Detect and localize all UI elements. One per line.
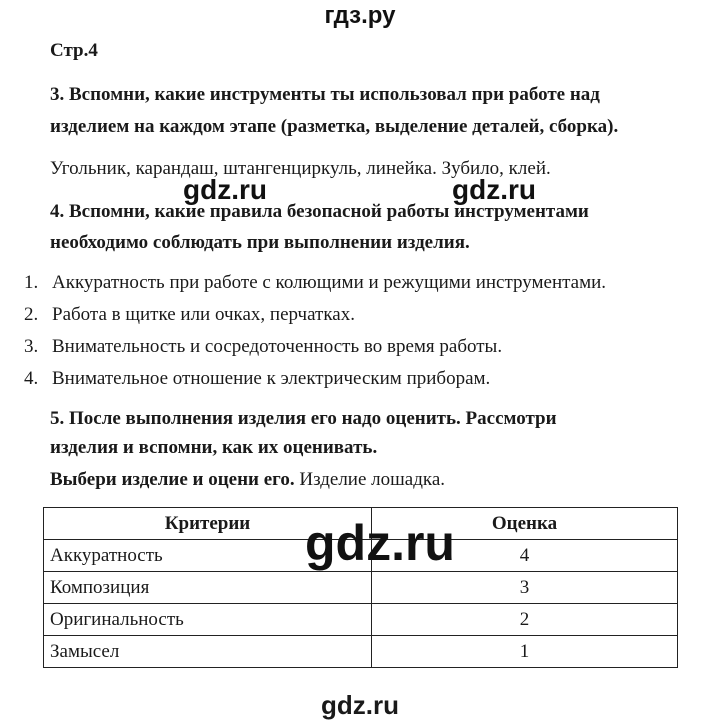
criterion-cell: Композиция xyxy=(44,572,372,604)
column-header-criteria: Критерии xyxy=(44,508,372,540)
task-prompt: Выбери изделие и оцени его. xyxy=(50,469,295,490)
question-5-line-2: изделия и вспомни, как их оценивать. xyxy=(50,437,378,458)
score-cell: 4 xyxy=(372,540,678,572)
rule-number: 4. xyxy=(24,368,39,389)
rule-item-4 xyxy=(24,368,490,390)
column-header-score: Оценка xyxy=(372,508,678,540)
table-row xyxy=(44,572,678,604)
site-footer: gdz.ru xyxy=(321,690,399,720)
rule-text: Внимательность и сосредоточенность во время работы. xyxy=(52,336,503,357)
rule-item-1 xyxy=(24,272,606,294)
rule-item-2 xyxy=(24,304,355,326)
site-header: гдз.ру xyxy=(324,2,396,29)
question-3-answer: Угольник, карандаш, штангенциркуль, линейка. Зубило, клей. xyxy=(50,158,551,179)
task-answer: Изделие лошадка. xyxy=(299,469,445,490)
score-cell: 1 xyxy=(372,636,678,668)
criterion-cell: Аккуратность xyxy=(44,540,372,572)
criterion-cell: Замысел xyxy=(44,636,372,668)
question-3-line-1: 3. Вспомни, какие инструменты ты использовал при работе над xyxy=(50,84,600,105)
watermark-left: gdz.ru xyxy=(183,174,267,205)
page-label: Стр.4 xyxy=(50,40,98,61)
score-cell: 3 xyxy=(372,572,678,604)
rule-number: 3. xyxy=(24,336,39,357)
question-4-line-1: 4. Вспомни, какие правила безопасной работы инструментами xyxy=(50,201,589,222)
question-4-line-2: необходимо соблюдать при выполнении изделия. xyxy=(50,232,470,253)
rule-text: Аккуратность при работе с колющими и режущими инструментами. xyxy=(52,272,607,293)
watermark-center: gdz.ru xyxy=(305,515,455,571)
table-row xyxy=(44,636,678,668)
question-5-line-1: 5. После выполнения изделия его надо оценить. Рассмотри xyxy=(50,408,557,429)
question-3-line-2: изделием на каждом этапе (разметка, выделение деталей, сборка). xyxy=(50,116,619,137)
watermark-right: gdz.ru xyxy=(452,174,536,205)
score-cell: 2 xyxy=(372,604,678,636)
rule-item-3 xyxy=(24,336,502,358)
table-row xyxy=(44,604,678,636)
rule-text: Внимательное отношение к электрическим приборам. xyxy=(52,368,491,389)
rule-number: 1. xyxy=(24,272,39,293)
rule-number: 2. xyxy=(24,304,39,325)
question-5-task xyxy=(50,469,445,491)
criterion-cell: Оригинальность xyxy=(44,604,372,636)
rule-text: Работа в щитке или очках, перчатках. xyxy=(52,304,355,325)
